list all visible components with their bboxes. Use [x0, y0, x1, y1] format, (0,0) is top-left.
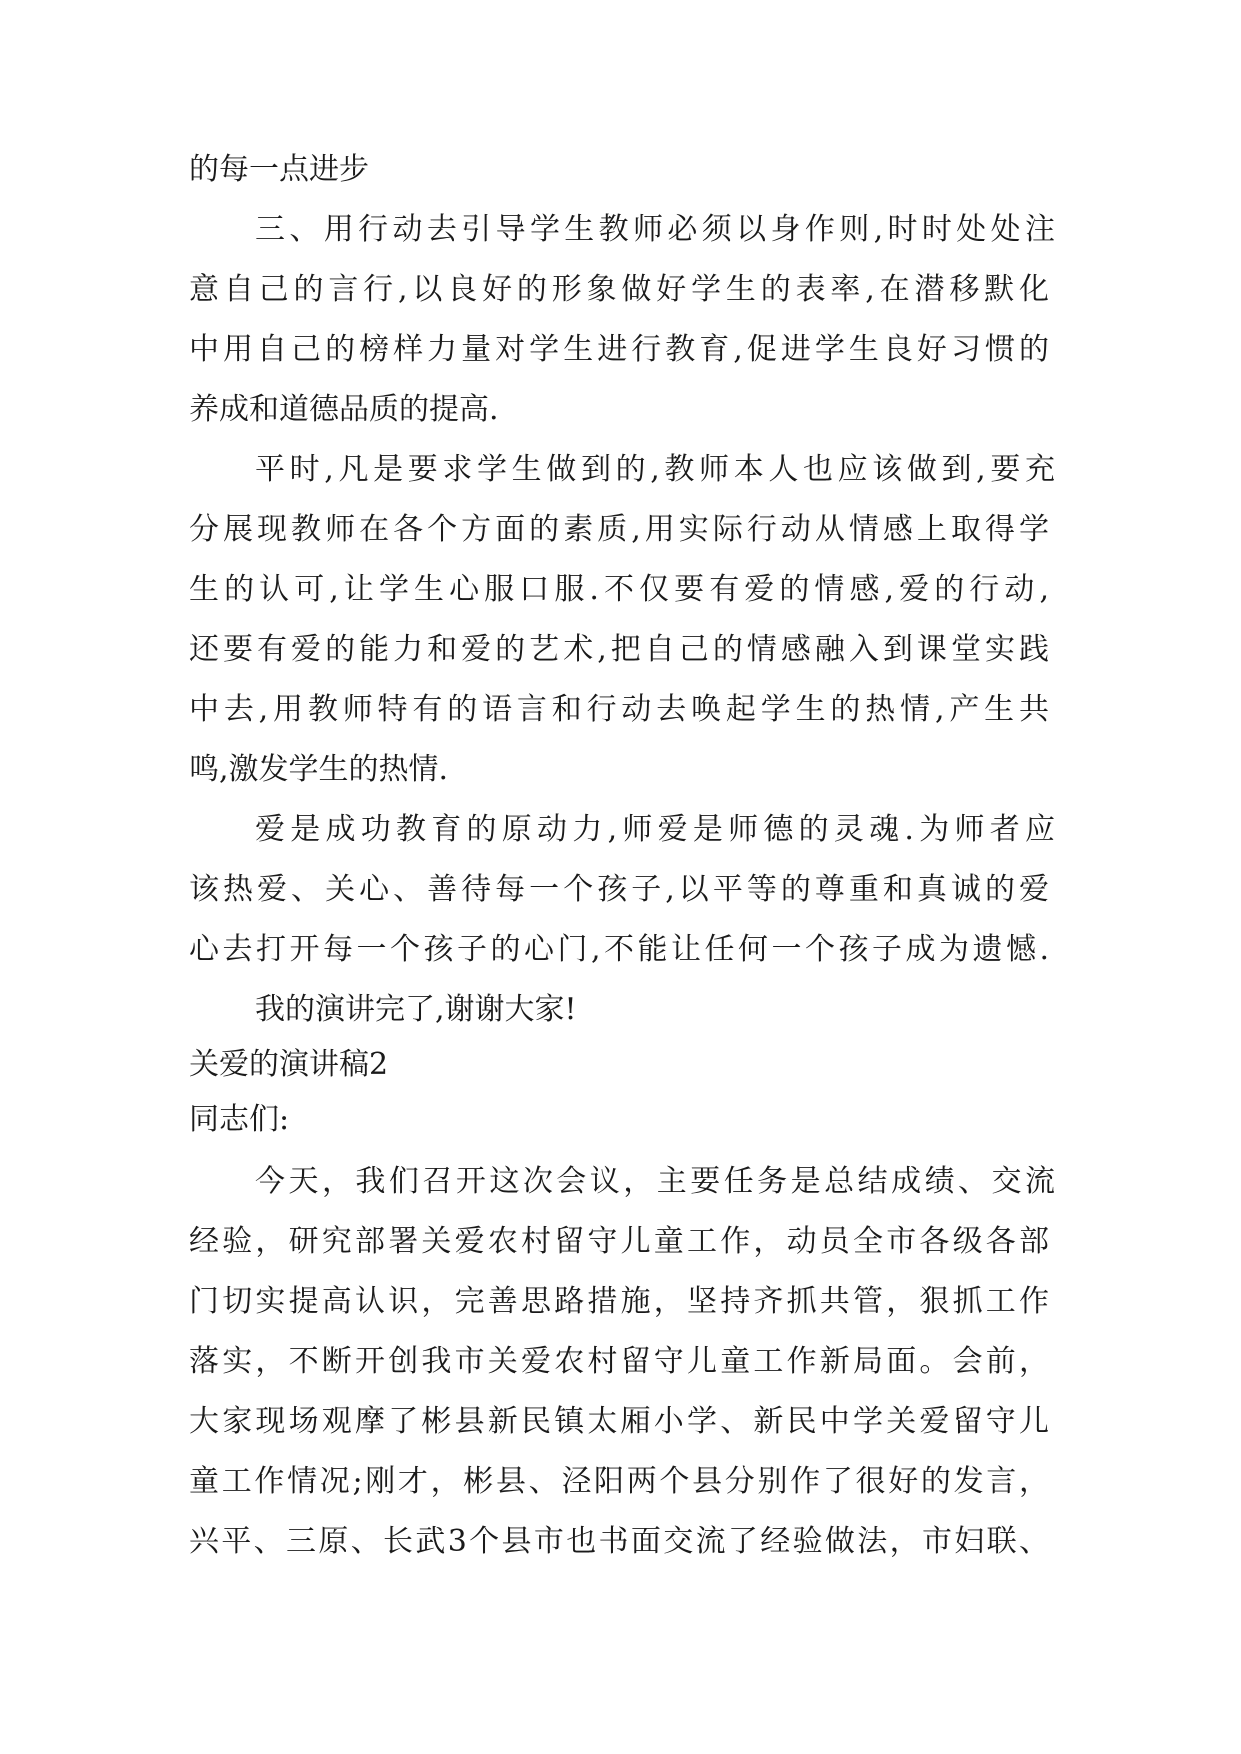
text-line: 平时,凡是要求学生做到的,教师本人也应该做到,要充: [255, 452, 1055, 487]
text-line: 兴平、三原、长武3个县市也书面交流了经验做法，市妇联、: [189, 1524, 1049, 1559]
text-line: 大家现场观摩了彬县新民镇太厢小学、新民中学关爱留守儿: [189, 1404, 1049, 1439]
text-line: 今天，我们召开这次会议，主要任务是总结成绩、交流: [255, 1164, 1055, 1199]
text-line: 意自己的言行,以良好的形象做好学生的表率,在潜移默化: [189, 272, 1049, 307]
text-line: 爱是成功教育的原动力,师爱是师德的灵魂.为师者应: [255, 812, 1055, 847]
text-line: 落实，不断开创我市关爱农村留守儿童工作新局面。会前，: [189, 1344, 1049, 1379]
text-line: 中去,用教师特有的语言和行动去唤起学生的热情,产生共: [189, 692, 1049, 727]
text-line: 生的认可,让学生心服口服.不仅要有爱的情感,爱的行动,: [189, 572, 1049, 607]
text-line: 该热爱、关心、善待每一个孩子,以平等的尊重和真诚的爱: [189, 872, 1049, 907]
text-line: 童工作情况;刚才，彬县、泾阳两个县分别作了很好的发言，: [189, 1464, 1049, 1499]
text-line: 的每一点进步: [189, 152, 369, 187]
text-line: 鸣,激发学生的热情.: [189, 752, 449, 787]
text-line: 门切实提高认识，完善思路措施，坚持齐抓共管，狠抓工作: [189, 1284, 1049, 1319]
text-line: 经验，研究部署关爱农村留守儿童工作，动员全市各级各部: [189, 1224, 1049, 1259]
text-line: 中用自己的榜样力量对学生进行教育,促进学生良好习惯的: [189, 332, 1049, 367]
text-line: 还要有爱的能力和爱的艺术,把自己的情感融入到课堂实践: [189, 632, 1049, 667]
text-line: 心去打开每一个孩子的心门,不能让任何一个孩子成为遗憾.: [189, 932, 1049, 967]
text-line: 三、用行动去引导学生教师必须以身作则,时时处处注: [255, 212, 1055, 247]
text-line: 我的演讲完了,谢谢大家!: [255, 992, 577, 1027]
salutation: 同志们:: [189, 1102, 290, 1137]
text-line: 养成和道德品质的提高.: [189, 392, 499, 427]
text-line: 分展现教师在各个方面的素质,用实际行动从情感上取得学: [189, 512, 1049, 547]
section-title: 关爱的演讲稿2: [189, 1047, 389, 1082]
